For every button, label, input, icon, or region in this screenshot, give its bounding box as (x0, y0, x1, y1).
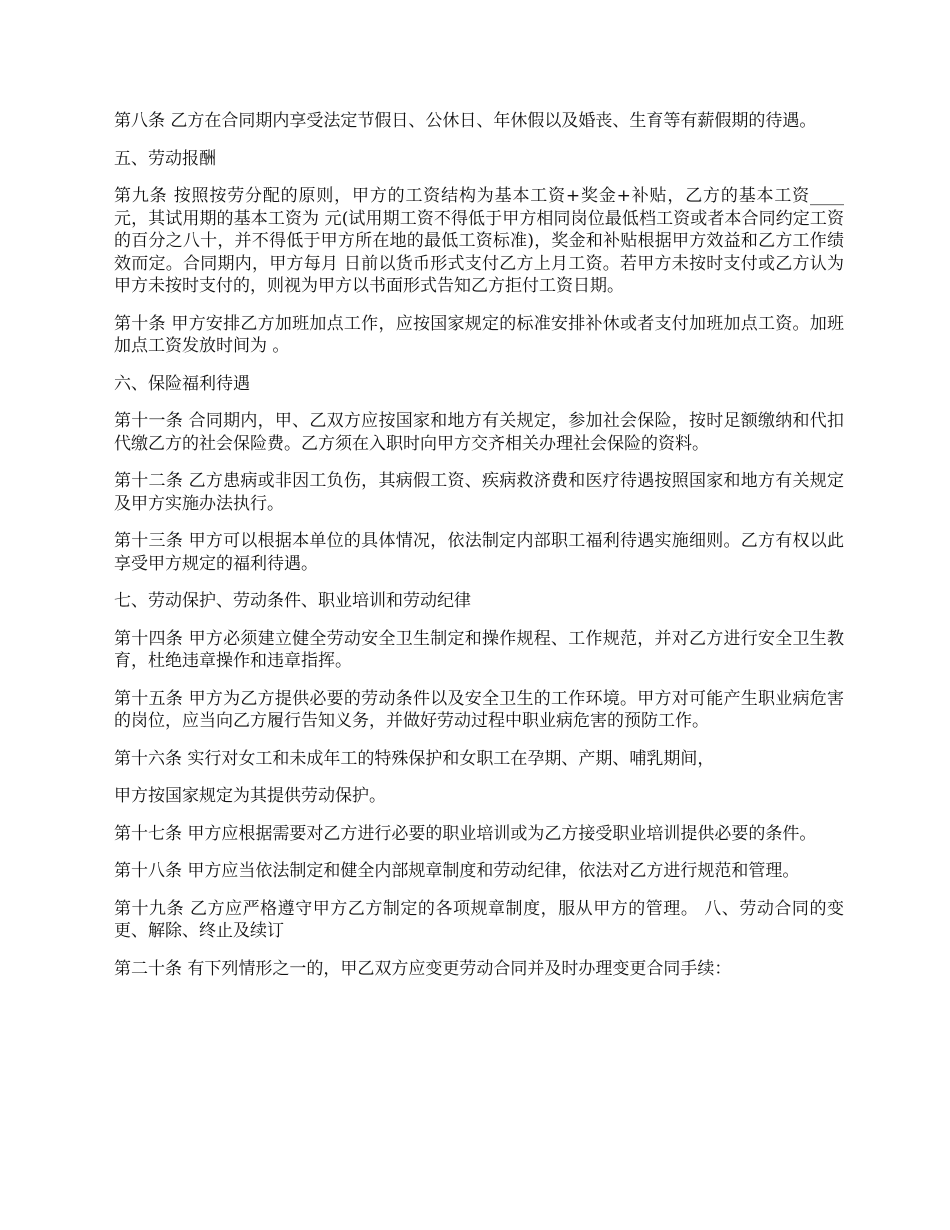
clause-10: 第十条 甲方安排乙方加班加点工作，应按国家规定的标准安排补休或者支付加班加点工资。加班加点工资发放时间为 。 (114, 313, 844, 356)
clause-18: 第十八条 甲方应当依法制定和健全内部规章制度和劳动纪律，依法对乙方进行规范和管理。 (114, 861, 800, 881)
section-heading-6: 六、保险福利待遇 (114, 373, 250, 394)
clause-12: 第十二条 乙方患病或非因工负伤，其病假工资、疾病救济费和医疗待遇按照国家和地方有关规定及甲方实施办法执行。 (114, 471, 844, 514)
document-page (114, 110, 844, 995)
clause-15: 第十五条 甲方为乙方提供必要的劳动条件以及安全卫生的工作环境。甲方对可能产生职业病危害的岗位，应当向乙方履行告知义务，并做好劳动过程中职业病危害的预防工作。 (114, 688, 844, 731)
clause-13: 第十三条 甲方可以根据本单位的具体情况，依法制定内部职工福利待遇实施细则。乙方有权以此享受甲方规定的福利待遇。 (114, 531, 844, 574)
clause-16-continued: 甲方按国家规定为其提供劳动保护。 (114, 786, 386, 806)
clause-19: 第十九条 乙方应严格遵守甲方乙方制定的各项规章制度，服从甲方的管理。 八、劳动合同的变更、解除、终止及续订 (114, 898, 844, 941)
section-heading-7: 七、劳动保护、劳动条件、职业培训和劳动纪律 (114, 591, 471, 611)
clause-17: 第十七条 甲方应根据需要对乙方进行必要的职业培训或为乙方接受职业培训提供必要的条件。 (114, 823, 817, 844)
clause-14: 第十四条 甲方必须建立健全劳动安全卫生制定和操作规程、工作规范，并对乙方进行安全卫生教育，杜绝违章操作和违章指挥。 (114, 628, 844, 671)
clause-11: 第十一条 合同期内，甲、乙双方应按国家和地方有关规定，参加社会保险，按时足额缴纳和代扣代缴乙方的社会保险费。乙方须在入职时向甲方交齐相关办理社会保险的资料。 (114, 411, 844, 454)
clause-16: 第十六条 实行对女工和未成年工的特殊保护和女职工在孕期、产期、哺乳期间， (114, 748, 715, 769)
clause-8: 第八条 乙方在合同期内享受法定节假日、公休日、年休假以及婚丧、生育等有薪假期的待遇。 (114, 111, 817, 131)
section-heading-5: 五、劳动报酬 (114, 148, 216, 169)
clause-9: 第九条 按照按劳分配的原则，甲方的工资结构为基本工资+奖金+补贴，乙方的基本工资____元，其试用期的基本工资为 元(试用期工资不得低于甲方相同岗位最低档工资或者本合同约定工资的百分之八十，并不得低于甲方所在地的最低工资标准)，奖金和补贴根据甲方效益和乙方工作绩效而定。合同期内，甲方每月 日前以货币形式支付乙方上月工资。若甲方未按时支付或乙方认为甲方未按时支付的，则视为甲方以书面形式告知乙方拒付工资日期。 (114, 186, 844, 296)
clause-20: 第二十条 有下列情形之一的，甲乙双方应变更劳动合同并及时办理变更合同手续： (114, 958, 732, 979)
